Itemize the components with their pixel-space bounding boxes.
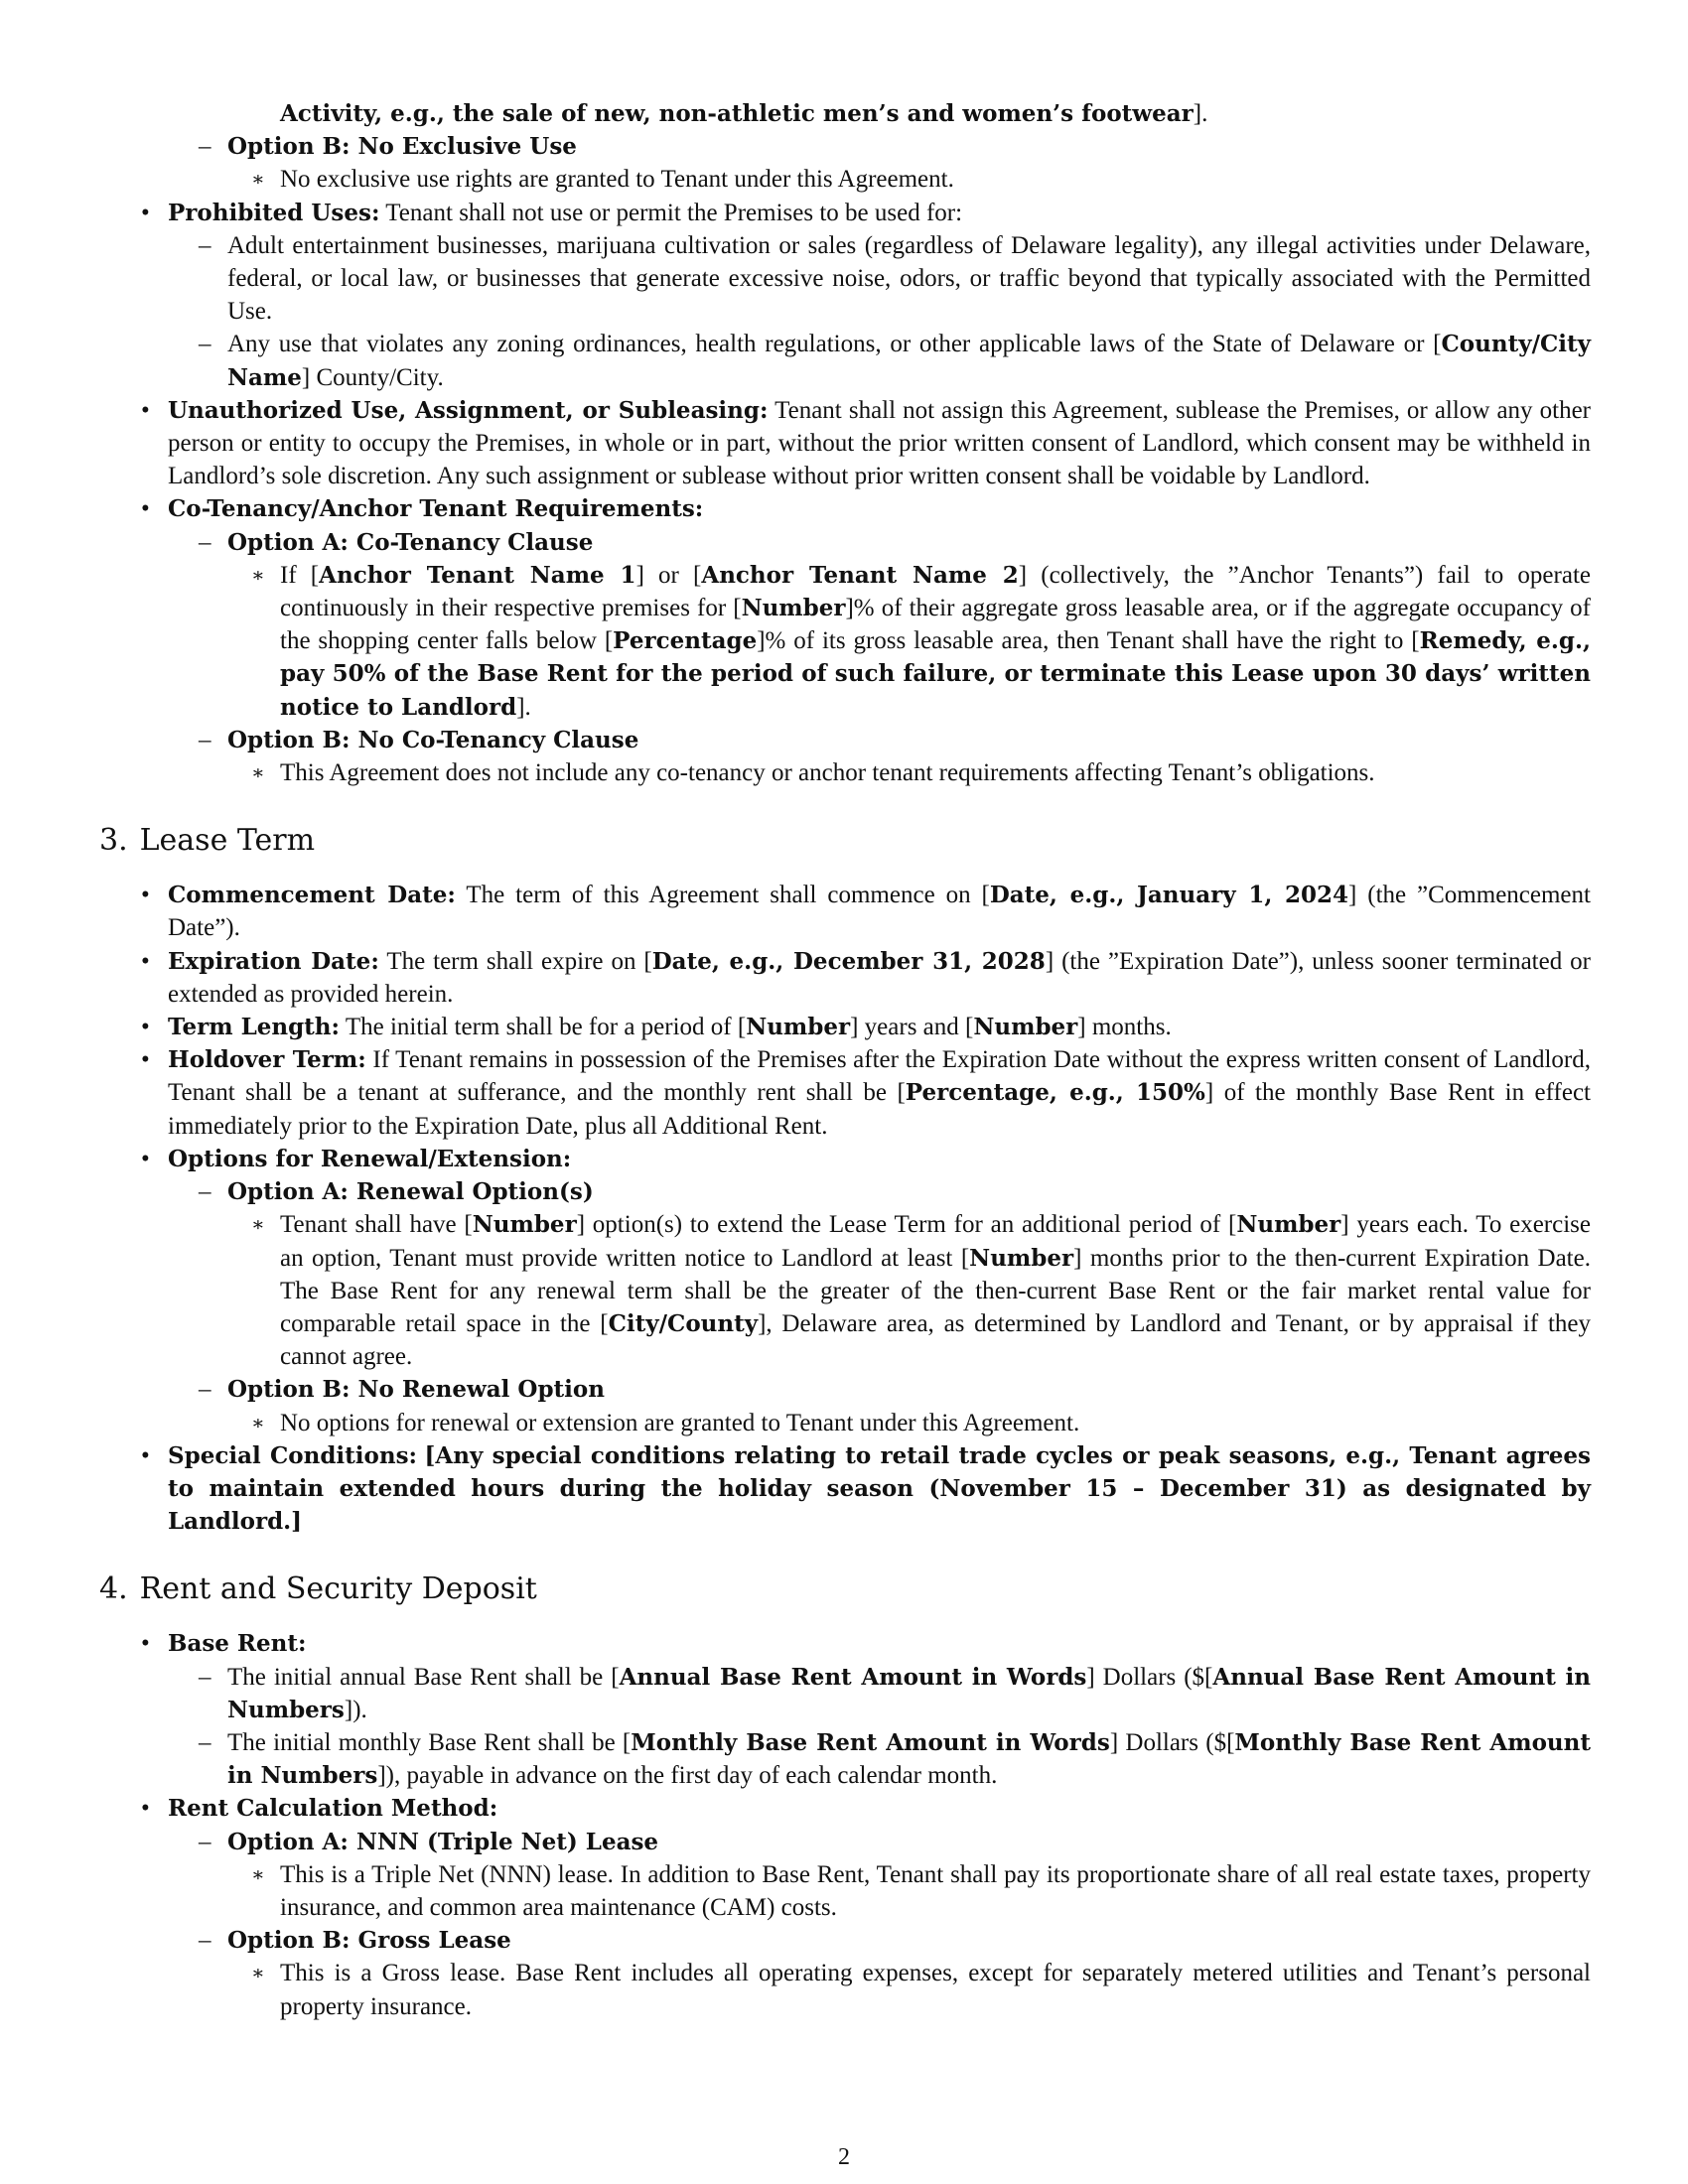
page-number: 2 (838, 2144, 850, 2170)
rent-calc-option-b-text: ∗ This is a Gross lease. Base Rent includes all operating expenses, except for separately metered utilities and Tenant’s personal property insurance. (280, 1957, 1591, 2022)
base-rent: • Base Rent: (168, 1627, 1591, 1660)
prohibited-item-2: – Any use that violates any zoning ordinances, health regulations, or other applicable laws of the State of Delaware or [County/City Name] County/City. (227, 328, 1591, 393)
commencement-date: • Commencement Date: The term of this Agreement shall commence on [Date, e.g., January 1, 2024] (the ”Commencement Date”). (168, 879, 1591, 944)
document-page (99, 97, 1591, 2023)
cotenancy-option-a-text: ∗ If [Anchor Tenant Name 1] or [Anchor Tenant Name 2] (collectively, the ”Anchor Tenants”) fail to operate continuously in their respective premises for [Number]% of their aggregate gross leasable area, or if the aggregate occupancy of the shopping center falls below [Percentage]% of its gross leasable area, then Tenant shall have the right to [Remedy, e.g., pay 50% of the Base Rent for the period of such failure, or terminate this Lease upon 30 days’ written notice to Landlord]. (280, 559, 1591, 724)
prohibited-item-1: – Adult entertainment businesses, marijuana cultivation or sales (regardless of Delaware legality), any illegal activities under Delaware, federal, or local law, or businesses that generate excessive noise, odors, or traffic beyond that typically associated with the Permitted Use. (227, 229, 1591, 329)
base-rent-monthly: – The initial monthly Base Rent shall be [Monthly Base Rent Amount in Words] Dollars ($[Monthly Base Rent Amount in Numbers]), payable in advance on the first day of each calendar month. (227, 1726, 1591, 1792)
section-3-heading: 3. Lease Term (99, 823, 316, 859)
cotenancy-option-b: – Option B: No Co-Tenancy Clause (227, 724, 1591, 756)
section-4-heading: 4. Rent and Security Deposit (99, 1571, 537, 1607)
holdover-term: • Holdover Term: If Tenant remains in possession of the Premises after the Expiration Date without the express written consent of Landlord, Tenant shall be a tenant at sufferance, and the monthly rent shall be [Percentage, e.g., 150%] of the monthly Base Rent in effect immediately prior to the Expiration Date, plus all Additional Rent. (168, 1043, 1591, 1143)
expiration-date: • Expiration Date: The term shall expire on [Date, e.g., December 31, 2028] (the ”Expiration Date”), unless sooner terminated or extended as provided herein. (168, 945, 1591, 1011)
cotenancy-option-b-text: ∗ This Agreement does not include any co-tenancy or anchor tenant requirements affecting Tenant’s obligations. (280, 756, 1591, 789)
rent-calc-option-a: – Option A: NNN (Triple Net) Lease (227, 1826, 1591, 1858)
special-conditions: • Special Conditions: [Any special conditions relating to retail trade cycles or peak seasons, e.g., Tenant agrees to maintain extended hours during the holiday season (November 15 – December 31) as designated by Landlord.] (168, 1439, 1591, 1539)
term-length: • Term Length: The initial term shall be for a period of [Number] years and [Number] months. (168, 1011, 1591, 1043)
renewal-options: • Options for Renewal/Extension: (168, 1143, 1591, 1175)
rent-calc-option-b: – Option B: Gross Lease (227, 1924, 1591, 1957)
cotenancy-option-a: – Option A: Co-Tenancy Clause (227, 526, 1591, 559)
cotenancy: • Co-Tenancy/Anchor Tenant Requirements: (168, 492, 1591, 525)
rent-calc-option-a-text: ∗ This is a Triple Net (NNN) lease. In addition to Base Rent, Tenant shall pay its proportionate share of all real estate taxes, property insurance, and common area maintenance (CAM) costs. (280, 1858, 1591, 1924)
rent-calculation-method: • Rent Calculation Method: (168, 1792, 1591, 1825)
prohibited-uses: • Prohibited Uses: Tenant shall not use or permit the Premises to be used for: (168, 197, 1591, 229)
exclusive-option-b-text: ∗ No exclusive use rights are granted to Tenant under this Agreement. (280, 163, 1591, 196)
renewal-option-a: – Option A: Renewal Option(s) (227, 1175, 1591, 1208)
exclusive-option-b: – Option B: No Exclusive Use (227, 130, 1591, 163)
base-rent-annual: – The initial annual Base Rent shall be [Annual Base Rent Amount in Words] Dollars ($[Annual Base Rent Amount in Numbers]). (227, 1661, 1591, 1726)
unauthorized-use: • Unauthorized Use, Assignment, or Subleasing: Tenant shall not assign this Agreement, sublease the Premises, or allow any other person or entity to occupy the Premises, in whole or in part, without the prior written consent of Landlord, which consent may be withheld in Landlord’s sole discretion. Any such assignment or sublease without prior written consent shall be voidable by Landlord. (168, 394, 1591, 493)
continued-line: Activity, e.g., the sale of new, non-athletic men’s and women’s footwear]. (280, 100, 1208, 127)
placeholder-activity: Activity, e.g., the sale of new, non-athletic men’s and women’s footwear (280, 100, 1194, 127)
renewal-option-b: – Option B: No Renewal Option (227, 1373, 1591, 1406)
renewal-option-b-text: ∗ No options for renewal or extension are granted to Tenant under this Agreement. (280, 1407, 1591, 1439)
renewal-option-a-text: ∗ Tenant shall have [Number] option(s) to extend the Lease Term for an additional period of [Number] years each. To exercise an option, Tenant must provide written notice to Landlord at least [Number] months prior to the then-current Expiration Date. The Base Rent for any renewal term shall be the greater of the then-current Base Rent or the fair market rental value for comparable retail space in the [City/County], Delaware area, as determined by Landlord and Tenant, or by appraisal if they cannot agree. (280, 1208, 1591, 1373)
